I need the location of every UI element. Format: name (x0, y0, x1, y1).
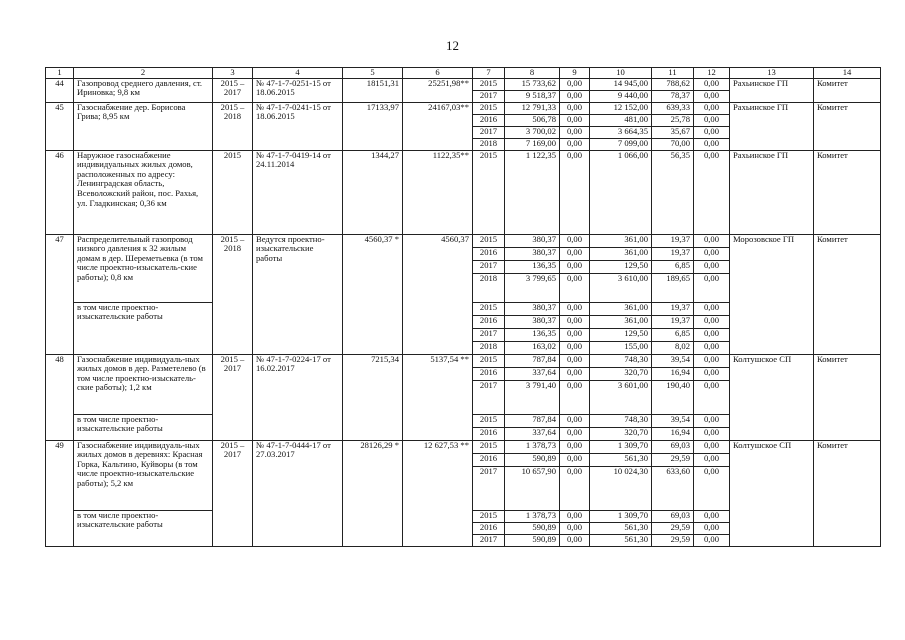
cell-total: 9 518,37 (505, 90, 560, 102)
cell-federal: 0,00 (560, 466, 590, 510)
page-number: 12 (446, 38, 459, 53)
cell-local: 70,00 (652, 138, 694, 150)
column-header: 10 (590, 68, 652, 79)
estimated-cost: 4560,37 * (343, 234, 403, 354)
cell-regional: 9 440,00 (590, 90, 652, 102)
table-row (46, 78, 881, 90)
cell-total: 337,64 (505, 367, 560, 380)
cell-regional: 561,30 (590, 453, 652, 466)
cell-year: 2018 (473, 341, 505, 354)
cell-other: 0,00 (694, 126, 730, 138)
column-header: 2 (74, 68, 213, 79)
table-row (46, 440, 881, 453)
municipality: Рахьинское ГП (730, 150, 814, 234)
cell-year: 2015 (473, 150, 505, 234)
cell-local: 29,59 (652, 453, 694, 466)
municipality: Колтушское СП (730, 440, 814, 546)
cell-regional: 3 664,35 (590, 126, 652, 138)
limit: 25251,98** (403, 78, 473, 102)
cell-total: 7 169,00 (505, 138, 560, 150)
cell-local: 639,33 (652, 102, 694, 114)
cell-total: 506,78 (505, 114, 560, 126)
cell-total: 15 733,62 (505, 78, 560, 90)
subitem-name: в том числе проектно-изыскательские работы (74, 510, 213, 546)
cell-federal: 0,00 (560, 414, 590, 427)
cell-local: 19,37 (652, 315, 694, 328)
cell-year: 2018 (473, 138, 505, 150)
cell-federal: 0,00 (560, 102, 590, 114)
limit: 4560,37 (403, 234, 473, 354)
estimated-cost: 28126,29 * (343, 440, 403, 546)
cell-federal: 0,00 (560, 510, 590, 522)
cell-other: 0,00 (694, 315, 730, 328)
cell-regional: 361,00 (590, 302, 652, 315)
header-row (46, 68, 881, 79)
cell-federal: 0,00 (560, 341, 590, 354)
cell-federal: 0,00 (560, 522, 590, 534)
cell-federal: 0,00 (560, 440, 590, 453)
cell-year: 2017 (473, 534, 505, 546)
cell-regional: 748,30 (590, 354, 652, 367)
cell-other: 0,00 (694, 522, 730, 534)
column-header: 11 (652, 68, 694, 79)
object-name: Газопровод среднего давления, ст. Ириновка; 9,8 км (74, 78, 213, 102)
cell-year: 2016 (473, 247, 505, 260)
document: № 47-1-7-0241-15 от 18.06.2015 (253, 102, 343, 150)
cell-other: 0,00 (694, 453, 730, 466)
estimated-cost: 18151,31 (343, 78, 403, 102)
municipality: Рахьинское ГП (730, 78, 814, 102)
cell-federal: 0,00 (560, 234, 590, 247)
cell-local: 19,37 (652, 302, 694, 315)
cell-total: 163,02 (505, 341, 560, 354)
cell-other: 0,00 (694, 354, 730, 367)
cell-local: 56,35 (652, 150, 694, 234)
cell-year: 2016 (473, 315, 505, 328)
limit: 24167,03** (403, 102, 473, 150)
cell-local: 19,37 (652, 247, 694, 260)
cell-regional: 129,50 (590, 328, 652, 341)
customer: Комитет (814, 150, 881, 234)
municipality: Рахьинское ГП (730, 102, 814, 150)
cell-total: 3 700,02 (505, 126, 560, 138)
cell-other: 0,00 (694, 102, 730, 114)
cell-federal: 0,00 (560, 453, 590, 466)
cell-regional: 748,30 (590, 414, 652, 427)
row-number: 48 (46, 354, 74, 440)
cell-federal: 0,00 (560, 90, 590, 102)
cell-local: 633,60 (652, 466, 694, 510)
subitem-name: в том числе проектно-изыскательские работы (74, 414, 213, 440)
cell-year: 2016 (473, 453, 505, 466)
cell-regional: 1 066,00 (590, 150, 652, 234)
cell-total: 590,89 (505, 453, 560, 466)
object-name: Газоснабжение индивидуаль-ных жилых домов в деревнях: Красная Горка, Кальтино, Куйворы (в том числе проектно-изыскательские работы); 5,2 км (74, 440, 213, 510)
object-name: Наружное газоснабжение индивидуальных жилых домов, расположенных по адресу: Ленинградская область, Всеволожский район, пос. Рахья, ул. Гладкинская; 0,36 км (74, 150, 213, 234)
cell-regional: 320,70 (590, 367, 652, 380)
object-name: Распределительный газопровод низкого давления к 32 жилым домам в дер. Шереметьевка (в том числе проектно-изыскатель-ские работы); 0,8 км (74, 234, 213, 302)
row-number: 49 (46, 440, 74, 546)
cell-local: 25,78 (652, 114, 694, 126)
cell-federal: 0,00 (560, 273, 590, 302)
cell-regional: 320,70 (590, 427, 652, 440)
cell-total: 3 791,40 (505, 380, 560, 414)
column-header: 1 (46, 68, 74, 79)
cell-local: 190,40 (652, 380, 694, 414)
cell-federal: 0,00 (560, 302, 590, 315)
cell-regional: 561,30 (590, 534, 652, 546)
cell-regional: 481,00 (590, 114, 652, 126)
cell-regional: 361,00 (590, 247, 652, 260)
cell-year: 2017 (473, 126, 505, 138)
cell-local: 69,03 (652, 510, 694, 522)
cell-regional: 3 610,00 (590, 273, 652, 302)
cell-other: 0,00 (694, 78, 730, 90)
cell-year: 2015 (473, 234, 505, 247)
cell-regional: 7 099,00 (590, 138, 652, 150)
period: 2015 – 2017 (213, 440, 253, 546)
cell-federal: 0,00 (560, 150, 590, 234)
cell-local: 69,03 (652, 440, 694, 453)
cell-year: 2015 (473, 78, 505, 90)
municipality: Колтушское СП (730, 354, 814, 440)
cell-federal: 0,00 (560, 380, 590, 414)
cell-local: 35,67 (652, 126, 694, 138)
document: № 47-1-7-0419-14 от 24.11.2014 (253, 150, 343, 234)
cell-year: 2015 (473, 414, 505, 427)
table-row (46, 102, 881, 114)
cell-other: 0,00 (694, 427, 730, 440)
cell-total: 380,37 (505, 234, 560, 247)
cell-total: 136,35 (505, 328, 560, 341)
cell-other: 0,00 (694, 260, 730, 273)
cell-total: 380,37 (505, 315, 560, 328)
cell-regional: 3 601,00 (590, 380, 652, 414)
row-number: 47 (46, 234, 74, 354)
cell-local: 39,54 (652, 414, 694, 427)
cell-total: 136,35 (505, 260, 560, 273)
cell-total: 380,37 (505, 247, 560, 260)
cell-other: 0,00 (694, 367, 730, 380)
cell-local: 6,85 (652, 260, 694, 273)
subitem-name: в том числе проектно-изыскательские работы (74, 302, 213, 354)
cell-other: 0,00 (694, 273, 730, 302)
cell-total: 1 122,35 (505, 150, 560, 234)
cell-regional: 14 945,00 (590, 78, 652, 90)
cell-other: 0,00 (694, 414, 730, 427)
limit: 1122,35** (403, 150, 473, 234)
column-header: 6 (403, 68, 473, 79)
cell-regional: 361,00 (590, 234, 652, 247)
document: Ведутся проектно-изыскательские работы (253, 234, 343, 354)
estimated-cost: 1344,27 (343, 150, 403, 234)
cell-regional: 1 309,70 (590, 510, 652, 522)
cell-year: 2016 (473, 522, 505, 534)
cell-total: 12 791,33 (505, 102, 560, 114)
column-header: 5 (343, 68, 403, 79)
cell-local: 788,62 (652, 78, 694, 90)
column-header: 14 (814, 68, 881, 79)
period: 2015 (213, 150, 253, 234)
cell-total: 380,37 (505, 302, 560, 315)
cell-local: 29,59 (652, 534, 694, 546)
period: 2015 – 2018 (213, 102, 253, 150)
column-header: 4 (253, 68, 343, 79)
cell-year: 2016 (473, 114, 505, 126)
customer: Комитет (814, 234, 881, 354)
object-name: Газоснабжение дер. Борисова Грива; 8,95 км (74, 102, 213, 150)
cell-year: 2015 (473, 102, 505, 114)
cell-other: 0,00 (694, 150, 730, 234)
cell-other: 0,00 (694, 90, 730, 102)
cell-federal: 0,00 (560, 427, 590, 440)
customer: Комитет (814, 354, 881, 440)
cell-total: 787,84 (505, 354, 560, 367)
column-header: 7 (473, 68, 505, 79)
cell-other: 0,00 (694, 247, 730, 260)
cell-local: 16,94 (652, 367, 694, 380)
cell-year: 2016 (473, 367, 505, 380)
cell-regional: 10 024,30 (590, 466, 652, 510)
cell-total: 337,64 (505, 427, 560, 440)
cell-federal: 0,00 (560, 247, 590, 260)
period: 2015 – 2017 (213, 354, 253, 440)
table-row (46, 354, 881, 367)
cell-total: 590,89 (505, 522, 560, 534)
cell-federal: 0,00 (560, 354, 590, 367)
cell-year: 2015 (473, 510, 505, 522)
cell-local: 16,94 (652, 427, 694, 440)
cell-local: 189,65 (652, 273, 694, 302)
cell-year: 2016 (473, 427, 505, 440)
estimated-cost: 7215,34 (343, 354, 403, 440)
object-name: Газоснабжение индивидуаль-ных жилых домов в дер. Разметелево (в том числе проектно-изыскатель-ские работы); 1,2 км (74, 354, 213, 414)
cell-year: 2017 (473, 380, 505, 414)
cell-other: 0,00 (694, 510, 730, 522)
cell-other: 0,00 (694, 466, 730, 510)
period: 2015 – 2017 (213, 78, 253, 102)
customer: Комитет (814, 440, 881, 546)
cell-federal: 0,00 (560, 260, 590, 273)
investment-table (45, 67, 881, 547)
cell-local: 19,37 (652, 234, 694, 247)
cell-regional: 155,00 (590, 341, 652, 354)
cell-federal: 0,00 (560, 315, 590, 328)
column-header: 12 (694, 68, 730, 79)
cell-total: 10 657,90 (505, 466, 560, 510)
cell-other: 0,00 (694, 114, 730, 126)
cell-other: 0,00 (694, 138, 730, 150)
document: № 47-1-7-0224-17 от 16.02.2017 (253, 354, 343, 440)
cell-regional: 1 309,70 (590, 440, 652, 453)
column-header: 3 (213, 68, 253, 79)
cell-local: 78,37 (652, 90, 694, 102)
cell-total: 787,84 (505, 414, 560, 427)
cell-federal: 0,00 (560, 126, 590, 138)
cell-regional: 561,30 (590, 522, 652, 534)
cell-year: 2017 (473, 90, 505, 102)
cell-year: 2017 (473, 466, 505, 510)
estimated-cost: 17133,97 (343, 102, 403, 150)
cell-total: 3 799,65 (505, 273, 560, 302)
cell-local: 8,02 (652, 341, 694, 354)
limit: 5137,54 ** (403, 354, 473, 440)
cell-federal: 0,00 (560, 138, 590, 150)
period: 2015 – 2018 (213, 234, 253, 354)
row-number: 44 (46, 78, 74, 102)
cell-other: 0,00 (694, 234, 730, 247)
row-number: 46 (46, 150, 74, 234)
document: № 47-1-7-0444-17 от 27.03.2017 (253, 440, 343, 546)
customer: Комитет (814, 78, 881, 102)
cell-other: 0,00 (694, 328, 730, 341)
cell-total: 590,89 (505, 534, 560, 546)
cell-total: 1 378,73 (505, 440, 560, 453)
cell-regional: 129,50 (590, 260, 652, 273)
cell-regional: 12 152,00 (590, 102, 652, 114)
cell-year: 2018 (473, 273, 505, 302)
cell-federal: 0,00 (560, 534, 590, 546)
municipality: Морозовское ГП (730, 234, 814, 354)
cell-regional: 361,00 (590, 315, 652, 328)
cell-local: 29,59 (652, 522, 694, 534)
column-header: 13 (730, 68, 814, 79)
customer: Комитет (814, 102, 881, 150)
cell-year: 2015 (473, 354, 505, 367)
cell-year: 2017 (473, 260, 505, 273)
cell-year: 2017 (473, 328, 505, 341)
cell-total: 1 378,73 (505, 510, 560, 522)
document: № 47-1-7-0251-15 от 18.06.2015 (253, 78, 343, 102)
cell-local: 39,54 (652, 354, 694, 367)
cell-other: 0,00 (694, 440, 730, 453)
cell-local: 6,85 (652, 328, 694, 341)
cell-other: 0,00 (694, 302, 730, 315)
row-number: 45 (46, 102, 74, 150)
table-row (46, 150, 881, 234)
cell-year: 2015 (473, 302, 505, 315)
column-header: 8 (505, 68, 560, 79)
cell-other: 0,00 (694, 380, 730, 414)
cell-year: 2015 (473, 440, 505, 453)
cell-other: 0,00 (694, 341, 730, 354)
column-header: 9 (560, 68, 590, 79)
cell-federal: 0,00 (560, 114, 590, 126)
limit: 12 627,53 ** (403, 440, 473, 546)
cell-federal: 0,00 (560, 78, 590, 90)
cell-federal: 0,00 (560, 367, 590, 380)
cell-other: 0,00 (694, 534, 730, 546)
table-row (46, 234, 881, 247)
cell-federal: 0,00 (560, 328, 590, 341)
